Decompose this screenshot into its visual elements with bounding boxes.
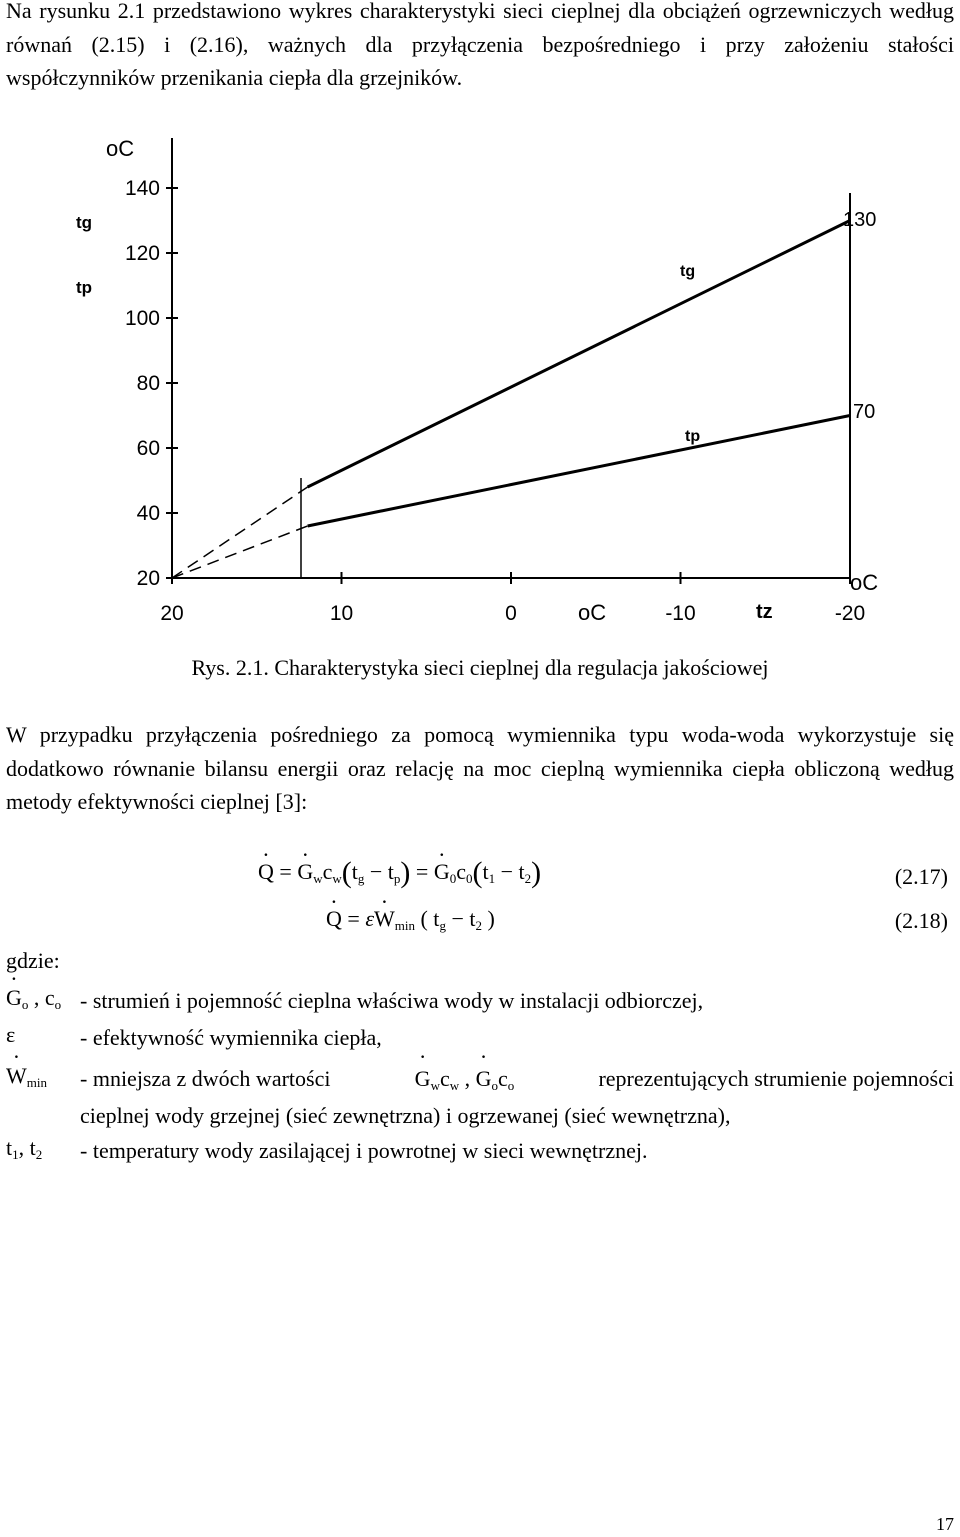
equation-2-18: · $Q = \varepsilon\cdot W_{min}$ ( $t_g - t_2$ ) (326, 906, 495, 934)
y-tick-label: 60 (136, 437, 160, 460)
second-paragraph: W przypadku przyłączenia pośredniego za pomocą wymiennika typu woda-woda wykorzystuje się dodatkowo równanie bilansu energii oraz relację na moc cieplną wymiennika ciepła obliczoną według metody efektywności cieplnej [3]: (6, 722, 954, 814)
equation-2-18-number: (2.18) (894, 908, 948, 933)
series-tg-line (308, 221, 850, 488)
network-characteristic-chart (60, 128, 900, 633)
definition-text: - temperatury wody zasilającej i powrotnej w sieci wewnętrznej. (80, 1138, 648, 1163)
figure-caption: Rys. 2.1. Charakterystyka sieci cieplnej dla regulacja jakościowej (191, 655, 769, 680)
left-tg-label: tg (76, 213, 93, 232)
symbol-t1-t2: $t_1$, $t_2$ (6, 1135, 43, 1162)
y-tick-label: 80 (136, 372, 160, 395)
definition-t1-t2 (0, 1133, 960, 1167)
y-tick-label: 120 (124, 242, 160, 265)
x-mid-unit-label: oC (578, 600, 607, 625)
x-tick-label: 10 (329, 602, 354, 625)
definition-wmin (0, 1061, 960, 1095)
y-tick-label: 20 (136, 567, 160, 590)
series-tp-line (308, 416, 850, 527)
equation-2-17-number: (2.17) (894, 864, 948, 889)
x-tick-label: -10 (665, 602, 696, 625)
y-tick-label: 140 (124, 177, 160, 200)
definition-text-before: - mniejsza z dwóch wartości (80, 1066, 331, 1091)
equation-2-17: · Q = · $G_wc_w(t_g - t_p)$ = · $G_0c_0(t_1 - t_2)$ (258, 856, 541, 890)
definition-text: - strumień i pojemność cieplna właściwa wody w instalacji odbiorczej, (80, 988, 704, 1013)
definition-wmin-continued (0, 1098, 960, 1132)
definition-inline-formula: · $G_wc_w$ , · $G_oc_o$ (415, 1061, 515, 1104)
tp-end-value: 70 (853, 401, 876, 423)
where-label: gdzie: (6, 948, 60, 973)
symbol-epsilon: ε (6, 1022, 16, 1047)
x-axis-name-label: tz (756, 601, 773, 623)
tg-line-label: tg (680, 263, 696, 280)
symbol-wmin: · $W_{min}$ (6, 1061, 47, 1098)
x-tick-label: -20 (834, 602, 866, 625)
definition-text: cieplnej wody grzejnej (sieć zewnętrzna) i ogrzewanej (sieć wewnętrzna), (80, 1103, 731, 1128)
series-tp-dashed-segment (172, 526, 308, 578)
x-tick-label: 20 (160, 602, 184, 625)
intro-paragraph: Na rysunku 2.1 przedstawiono wykres charakterystyki sieci cieplnej dla obciążeń ogrzewniczych według równań (2.15) i (2.16), ważnych dla przyłączenia bezpośredniego i przy założeniu stałości współczynników przenikania ciepła dla grzejników. (6, 0, 954, 90)
page-number: 17 (936, 1514, 954, 1534)
symbol-go-co: · $G_o$ , $c_o$ (6, 983, 61, 1020)
definition-text-after: reprezentujących strumienie pojemności (598, 1066, 954, 1091)
y-unit-label: oC (106, 136, 135, 161)
tg-end-value: 130 (843, 209, 877, 231)
x-right-unit-label: oC (850, 570, 879, 595)
left-tp-label: tp (76, 278, 93, 297)
definition-text: - efektywność wymiennika ciepła, (80, 1025, 382, 1050)
y-tick-label: 40 (136, 502, 160, 525)
y-tick-label: 100 (124, 307, 160, 330)
x-tick-label: 0 (505, 602, 517, 625)
tp-line-label: tp (685, 428, 701, 445)
series-tg-dashed-segment (172, 487, 308, 578)
definition-go-co (0, 983, 960, 1017)
